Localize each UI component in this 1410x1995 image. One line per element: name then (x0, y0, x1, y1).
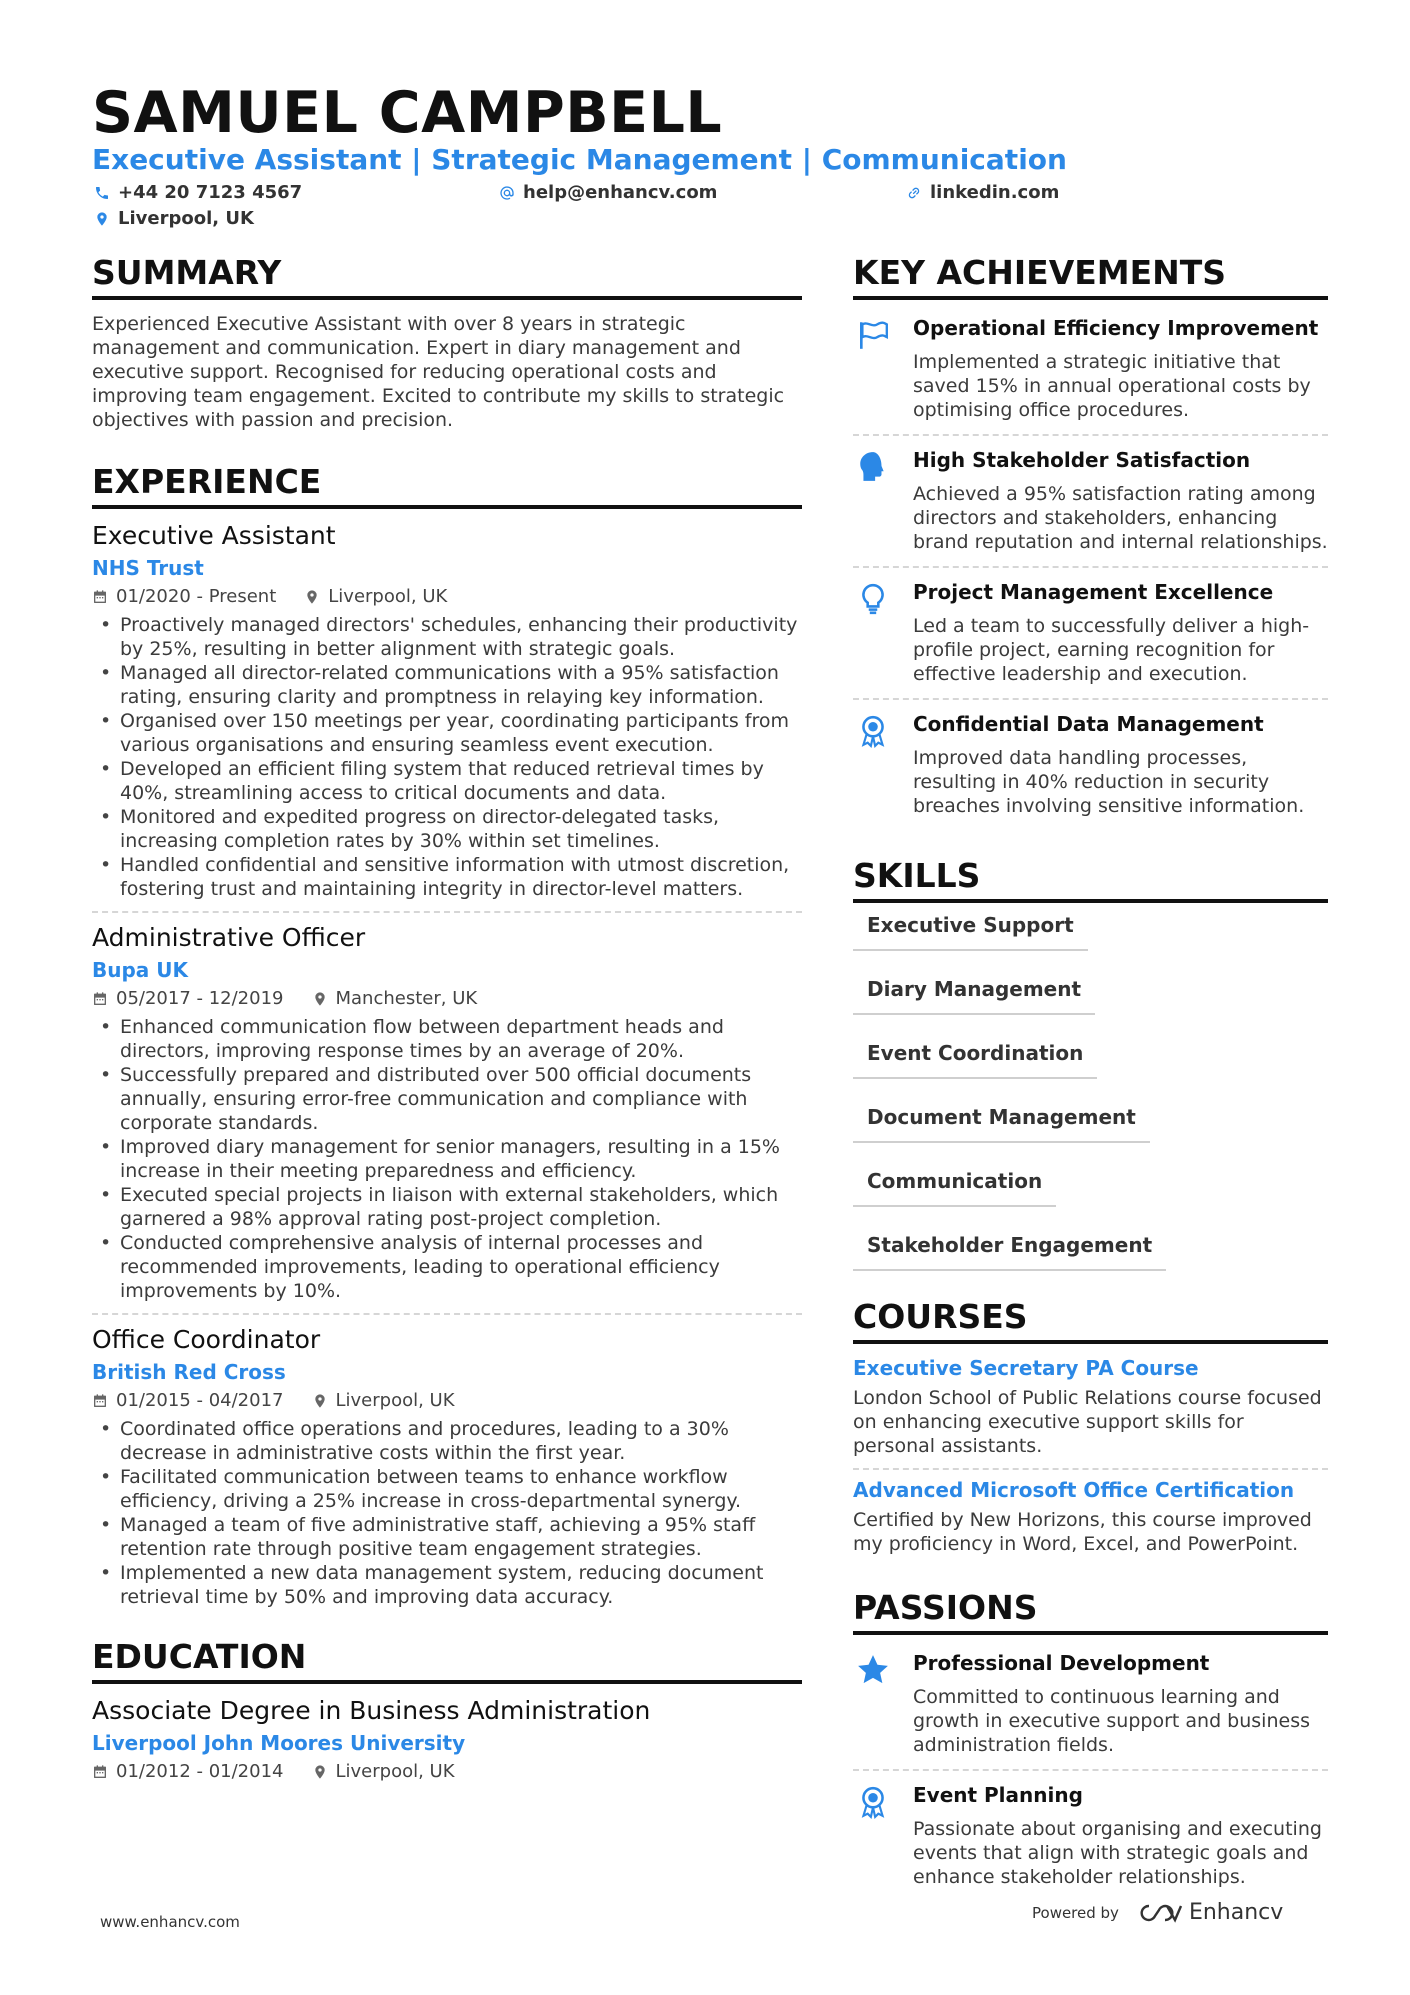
passions-section (853, 1588, 1328, 1901)
achievements-title: KEY ACHIEVEMENTS (853, 253, 1328, 300)
achievement-title: Project Management Excellence (913, 580, 1274, 604)
job-bullets (92, 1417, 802, 1609)
job-entry (92, 1325, 802, 1619)
passion-title: Professional Development (913, 1651, 1210, 1675)
bullet-item: • Monitored and expedited progress on director-delegated tasks, increasing completion rates by 30% within set timelines. (92, 805, 802, 853)
job-title: Office Coordinator (92, 1325, 321, 1354)
location-pin-icon (304, 589, 320, 605)
passion-body (913, 1783, 1328, 1889)
calendar-icon (92, 589, 108, 605)
experience-section (92, 462, 802, 1619)
calendar-icon (92, 991, 108, 1007)
course-item (853, 1470, 1328, 1566)
link-icon (906, 185, 922, 201)
achievement-text: Led a team to successfully deliver a high-profile project, earning recognition for effective leadership and execution. (913, 615, 1310, 685)
job-bullets (92, 613, 802, 901)
achievement-item (853, 304, 1328, 436)
email-text: help@enhancv.com (523, 182, 718, 203)
enhancv-logo[interactable] (1137, 1900, 1283, 1925)
achievement-body (913, 316, 1328, 422)
summary-title: SUMMARY (92, 253, 802, 300)
job-meta (92, 586, 802, 607)
skill-tag: Communication (853, 1165, 1056, 1207)
skills-list (853, 909, 1328, 1271)
job-dates (92, 1390, 284, 1411)
school-name[interactable]: Liverpool John Moores University (92, 1731, 466, 1755)
job-entry (92, 521, 802, 913)
company-name[interactable]: British Red Cross (92, 1360, 286, 1384)
bullet-item: • Improved diary management for senior managers, resulting in a 15% increase in their meeting preparedness and efficiency. (92, 1135, 802, 1183)
skill-tag: Event Coordination (853, 1037, 1097, 1079)
passion-title: Event Planning (913, 1783, 1083, 1807)
bullet-item: • Executed special projects in liaison with external stakeholders, which garnered a 98% approval rating post-project completion. (92, 1183, 802, 1231)
achievement-text: Achieved a 95% satisfaction rating among directors and stakeholders, enhancing brand reputation and internal relationships. (913, 483, 1328, 553)
course-title[interactable]: Executive Secretary PA Course (853, 1356, 1199, 1380)
medal-icon (853, 1783, 893, 1889)
powered-by-text: Powered by (1032, 1903, 1119, 1922)
achievement-item (853, 436, 1328, 568)
education-meta (92, 1761, 802, 1782)
skills-section (853, 856, 1328, 1271)
lightbulb-icon (853, 580, 893, 686)
achievement-item (853, 700, 1328, 830)
location-text: Liverpool, UK (118, 208, 254, 229)
right-column (853, 253, 1328, 1901)
achievement-body (913, 448, 1328, 554)
bullet-item: • Facilitated communication between teams to enhance workflow efficiency, driving a 25% increase in cross-departmental synergy. (92, 1465, 802, 1513)
course-title[interactable]: Advanced Microsoft Office Certification (853, 1478, 1295, 1502)
courses-title: COURSES (853, 1297, 1328, 1344)
education-location (312, 1761, 455, 1782)
location-pin-icon (312, 1764, 328, 1780)
education-dates (92, 1761, 284, 1782)
contact-linkedin[interactable] (906, 182, 1059, 203)
footer-website[interactable]: www.enhancv.com (100, 1913, 240, 1931)
skill-tag: Stakeholder Engagement (853, 1229, 1166, 1271)
bullet-item: • Handled confidential and sensitive information with utmost discretion, fostering trust and maintaining integrity in director-level matters. (92, 853, 802, 901)
bullet-item: • Conducted comprehensive analysis of internal processes and recommended improvements, leading to operational efficiency improvements by 10%. (92, 1231, 802, 1303)
contact-location (94, 208, 254, 229)
achievement-title: Confidential Data Management (913, 712, 1264, 736)
enhancv-logo-icon (1137, 1902, 1183, 1924)
candidate-name: SAMUEL CAMPBELL (92, 80, 723, 146)
phone-text: +44 20 7123 4567 (118, 182, 303, 203)
passion-item (853, 1771, 1328, 1901)
skill-tag: Document Management (853, 1101, 1150, 1143)
course-text: London School of Public Relations course focused on enhancing executive support skills for personal assistants. (853, 1387, 1322, 1457)
achievement-title: Operational Efficiency Improvement (913, 316, 1319, 340)
bullet-item: • Implemented a new data management system, reducing document retrieval time by 50% and improving data accuracy. (92, 1561, 802, 1609)
achievement-text: Implemented a strategic initiative that saved 15% in annual operational costs by optimising office procedures. (913, 351, 1311, 421)
achievement-body (913, 580, 1328, 686)
location-pin-icon (312, 1393, 328, 1409)
dates-text: 01/2015 - 04/2017 (116, 1390, 284, 1411)
company-name[interactable]: Bupa UK (92, 958, 188, 982)
bullet-item: • Developed an efficient filing system that reduced retrieval times by 40%, streamlining access to critical documents and data. (92, 757, 802, 805)
bullet-item: • Successfully prepared and distributed over 500 official documents annually, ensuring error-free communication and compliance with corporate standards. (92, 1063, 802, 1135)
course-item (853, 1348, 1328, 1470)
dates-text: 01/2020 - Present (116, 586, 277, 607)
footer-branding (1032, 1900, 1283, 1925)
job-meta (92, 1390, 802, 1411)
star-icon (853, 1651, 893, 1757)
left-column (92, 253, 802, 1788)
location-text: Liverpool, UK (328, 586, 448, 607)
education-section (92, 1637, 802, 1782)
job-location (304, 586, 447, 607)
location-text: Liverpool, UK (335, 1390, 455, 1411)
flag-icon (853, 316, 893, 422)
head-icon (853, 448, 893, 554)
calendar-icon (92, 1393, 108, 1409)
job-location (312, 988, 478, 1009)
bullet-item: • Managed a team of five administrative staff, achieving a 95% staff retention rate through positive team engagement strategies. (92, 1513, 802, 1561)
job-title: Executive Assistant (92, 521, 336, 550)
experience-title: EXPERIENCE (92, 462, 802, 509)
bullet-item: • Managed all director-related communications with a 95% satisfaction rating, ensuring clarity and promptness in relaying key information. (92, 661, 802, 709)
location-text: Liverpool, UK (335, 1761, 455, 1782)
headline: Executive Assistant | Strategic Management | Communication (92, 143, 1067, 176)
courses-section (853, 1297, 1328, 1566)
dates-text: 01/2012 - 01/2014 (116, 1761, 284, 1782)
job-bullets (92, 1015, 802, 1303)
job-dates (92, 988, 284, 1009)
achievement-title: High Stakeholder Satisfaction (913, 448, 1251, 472)
dates-text: 05/2017 - 12/2019 (116, 988, 284, 1009)
passion-text: Committed to continuous learning and growth in executive support and business administration fields. (913, 1686, 1310, 1756)
company-name[interactable]: NHS Trust (92, 556, 204, 580)
passion-item (853, 1639, 1328, 1771)
skills-title: SKILLS (853, 856, 1328, 903)
course-text: Certified by New Horizons, this course improved my proficiency in Word, Excel, and PowerPoint. (853, 1509, 1312, 1555)
achievement-text: Improved data handling processes, resulting in 40% reduction in security breaches involving sensitive information. (913, 747, 1305, 817)
degree-title: Associate Degree in Business Administration (92, 1696, 651, 1725)
job-location (312, 1390, 455, 1411)
calendar-icon (92, 1764, 108, 1780)
phone-icon (94, 185, 110, 201)
location-pin-icon (94, 211, 110, 227)
bullet-item: • Enhanced communication flow between department heads and directors, improving response times by an average of 20%. (92, 1015, 802, 1063)
achievements-section (853, 253, 1328, 830)
brand-text: Enhancv (1188, 1900, 1284, 1925)
linkedin-text: linkedin.com (930, 182, 1060, 203)
achievement-body (913, 712, 1328, 818)
job-dates (92, 586, 276, 607)
skill-tag: Executive Support (853, 909, 1088, 951)
education-title: EDUCATION (92, 1637, 802, 1684)
passion-text: Passionate about organising and executing events that align with strategic goals and enhance stakeholder relationships. (913, 1818, 1322, 1888)
at-icon (499, 185, 515, 201)
medal-icon (853, 712, 893, 818)
summary-section (92, 253, 802, 432)
passion-body (913, 1651, 1328, 1757)
bullet-item: • Organised over 150 meetings per year, coordinating participants from various organisations and ensuring seamless event execution. (92, 709, 802, 757)
contact-email[interactable] (499, 182, 717, 203)
contact-phone[interactable] (94, 182, 302, 203)
job-title: Administrative Officer (92, 923, 366, 952)
achievement-item (853, 568, 1328, 700)
bullet-item: • Coordinated office operations and procedures, leading to a 30% decrease in administrative costs within the first year. (92, 1417, 802, 1465)
skill-tag: Diary Management (853, 973, 1095, 1015)
passions-title: PASSIONS (853, 1588, 1328, 1635)
bullet-item: • Proactively managed directors' schedules, enhancing their productivity by 25%, resulting in better alignment with strategic goals. (92, 613, 802, 661)
summary-text: Experienced Executive Assistant with over 8 years in strategic management and communication. Expert in diary management and executive support. Recognised for reducing operational costs and improving team engagement. Excited to contribute my skills to strategic objectives with passion and precision. (92, 313, 785, 431)
location-pin-icon (312, 991, 328, 1007)
job-entry (92, 923, 802, 1315)
location-text: Manchester, UK (335, 988, 478, 1009)
job-meta (92, 988, 802, 1009)
